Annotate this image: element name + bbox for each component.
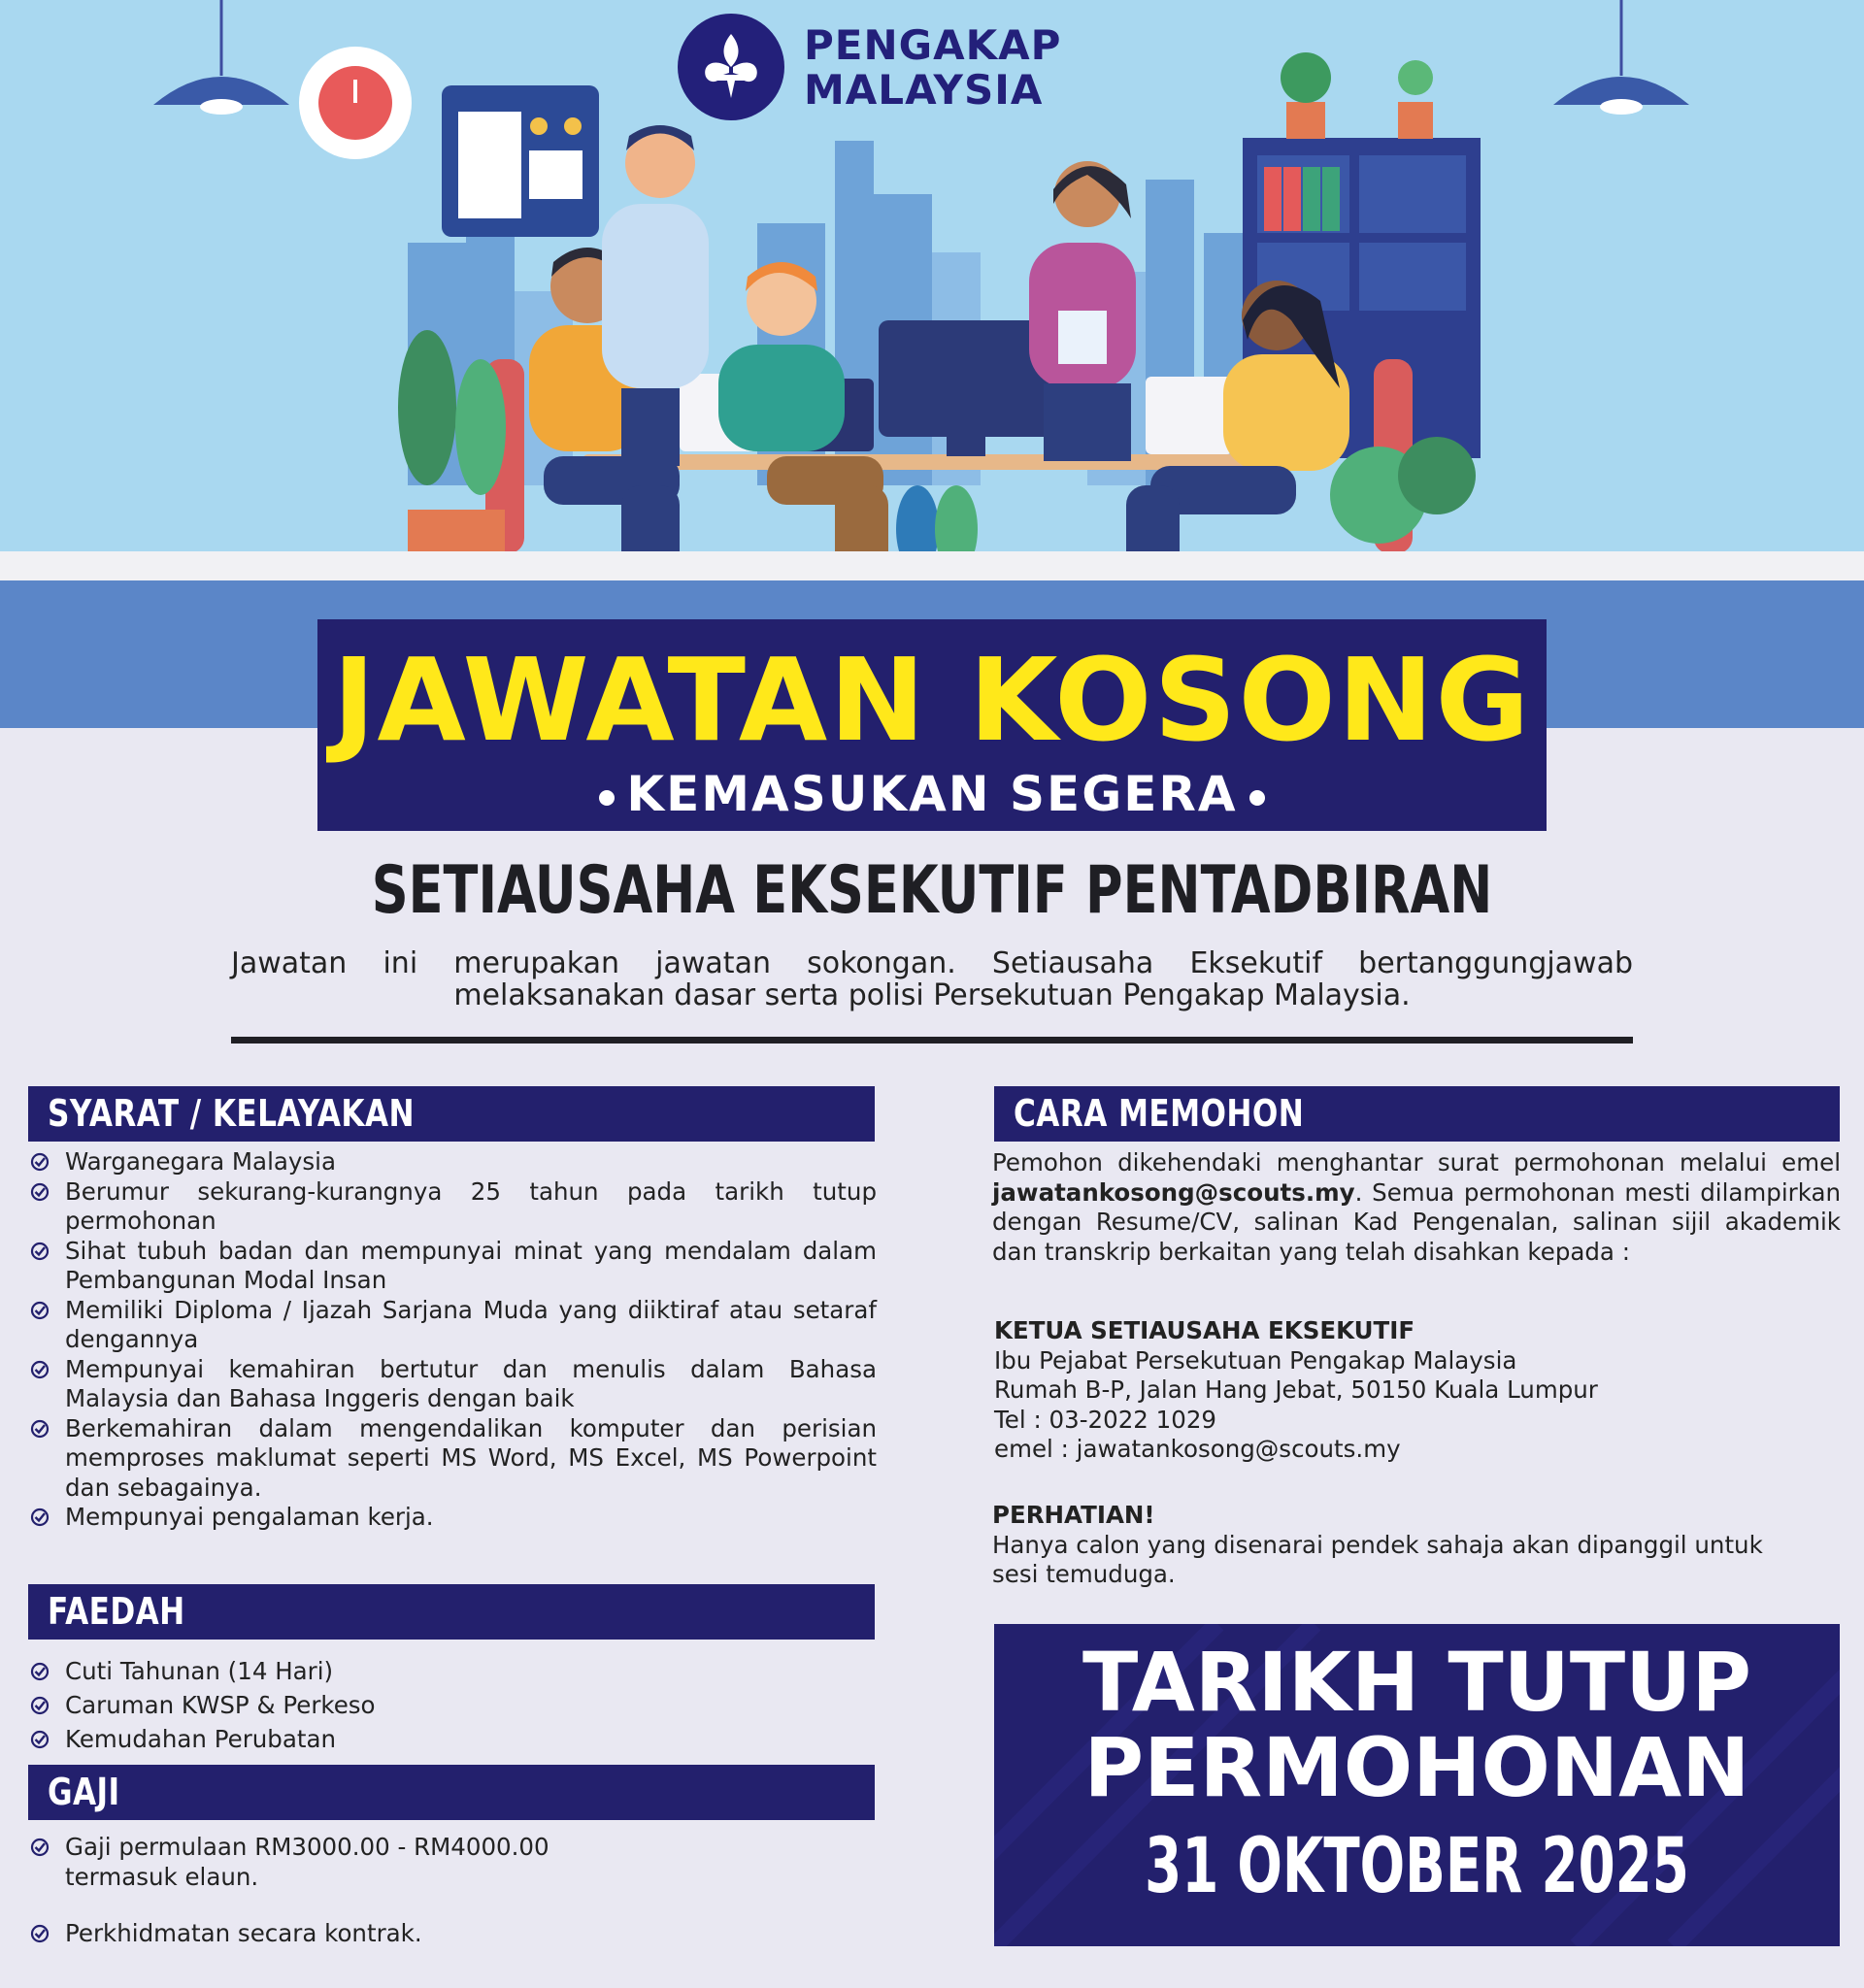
- list-item-text: Sihat tubuh badan dan mempunyai minat yang mendalam dalam Pembangunan Modal Insan: [65, 1236, 877, 1294]
- job-title: SETIAUSAHA EKSEKUTIF PENTADBIRAN: [371, 852, 1493, 929]
- apply-instructions: [992, 1148, 1841, 1267]
- apply-heading-text: CARA MEMOHON: [1014, 1092, 1305, 1135]
- list-item-text: Berumur sekurang-kurangnya 25 tahun pada tarikh tutup permohonan: [65, 1176, 877, 1235]
- apply-heading: [994, 1086, 1840, 1142]
- list-item: [28, 1833, 611, 1892]
- list-item-text: Mempunyai pengalaman kerja.: [65, 1503, 434, 1531]
- headline-subtitle-text: KEMASUKAN SEGERA: [626, 766, 1238, 822]
- notice-text: Hanya calon yang disenarai pendek sahaja akan dipanggil untuk sesi temuduga.: [992, 1530, 1763, 1588]
- bullet-dot-icon: [1249, 790, 1265, 806]
- list-item-text: Cuti Tahunan (14 Hari): [65, 1657, 334, 1685]
- fleur-de-lis-icon: [678, 14, 784, 120]
- check-circle-icon: [30, 1838, 50, 1857]
- apply-text-before: Pemohon dikehendaki menghantar surat permohonan melalui emel: [992, 1148, 1841, 1176]
- benefits-heading: [28, 1584, 875, 1640]
- brand-line-2: MALAYSIA: [804, 66, 1044, 114]
- check-circle-icon: [30, 1924, 50, 1943]
- divider: [231, 1037, 1633, 1044]
- apply-text-after: . Semua permohonan mesti dilampirkan dengan Resume/CV, salinan Kad Pengenalan, salinan sijil akademik dan transkrip berkaitan yang telah disahkan kepada :: [992, 1177, 1841, 1266]
- salary-heading-text: GAJI: [48, 1771, 120, 1813]
- brand-line-1: PENGAKAP: [804, 21, 1062, 69]
- check-circle-icon: [30, 1696, 50, 1715]
- brand-name: [804, 23, 1061, 113]
- notice-title: PERHATIAN!: [992, 1501, 1155, 1529]
- check-circle-icon: [30, 1182, 50, 1202]
- address-block: [994, 1316, 1839, 1465]
- list-item: [28, 1177, 877, 1237]
- salary-list: [28, 1833, 611, 1949]
- salary-heading: [28, 1765, 875, 1820]
- address-title: KETUA SETIAUSAHA EKSEKUTIF: [994, 1316, 1415, 1344]
- check-circle-icon: [30, 1419, 50, 1439]
- deadline-line-2: PERMOHONAN: [1083, 1720, 1750, 1815]
- list-item-text: Perkhidmatan secara kontrak.: [65, 1919, 422, 1947]
- address-email: emel : jawatankosong@scouts.my: [994, 1435, 1401, 1463]
- list-item-text: Kemudahan Perubatan: [65, 1725, 337, 1753]
- list-item: [28, 1503, 877, 1533]
- list-item: [28, 1919, 611, 1949]
- address-tel: Tel : 03-2022 1029: [994, 1405, 1217, 1434]
- deadline-date: 31 OKTOBER 2025: [1145, 1823, 1689, 1910]
- notice-block: [992, 1501, 1837, 1590]
- check-circle-icon: [30, 1242, 50, 1261]
- deadline-box: [994, 1624, 1840, 1946]
- check-circle-icon: [30, 1662, 50, 1681]
- headline-banner: [317, 619, 1547, 831]
- list-item-text: Mempunyai kemahiran bertutur dan menulis dalam Bahasa Malaysia dan Bahasa Inggeris dengan baik: [65, 1354, 877, 1412]
- list-item-text: Caruman KWSP & Perkeso: [65, 1691, 376, 1719]
- list-item: [28, 1296, 877, 1355]
- list-item-text: Warganegara Malaysia: [65, 1147, 336, 1176]
- check-circle-icon: [30, 1730, 50, 1749]
- requirements-heading-text: SYARAT / KELAYAKAN: [48, 1092, 416, 1135]
- list-item-text: Memiliki Diploma / Ijazah Sarjana Muda yang diiktiraf atau setaraf dengannya: [65, 1295, 877, 1353]
- headline-subtitle: [317, 765, 1547, 823]
- pengakap-logo: [678, 14, 1066, 120]
- list-item: [28, 1688, 877, 1722]
- list-item: [28, 1147, 877, 1177]
- list-item: [28, 1237, 877, 1296]
- check-circle-icon: [30, 1508, 50, 1527]
- intro-text: Jawatan ini merupakan jawatan sokongan. Setiausaha Eksekutif bertanggungjawab melaksanakan dasar serta polisi Persekutuan Pengakap Malaysia.: [231, 946, 1633, 1012]
- bullet-dot-icon: [599, 790, 615, 806]
- deadline-line-1: TARIKH TUTUP: [1082, 1635, 1751, 1730]
- check-circle-icon: [30, 1360, 50, 1379]
- list-item: [28, 1355, 877, 1414]
- check-circle-icon: [30, 1152, 50, 1172]
- benefits-heading-text: FAEDAH: [48, 1590, 185, 1633]
- benefits-list: [28, 1654, 877, 1756]
- list-item: [28, 1654, 877, 1688]
- apply-email-link[interactable]: jawatankosong@scouts.my: [992, 1177, 1355, 1207]
- address-line-1: Ibu Pejabat Persekutuan Pengakap Malaysia: [994, 1345, 1517, 1375]
- list-item: [28, 1414, 877, 1504]
- list-item-text: Gaji permulaan RM3000.00 - RM4000.00 termasuk elaun.: [65, 1833, 549, 1891]
- list-item: [28, 1722, 877, 1756]
- headline-title: JAWATAN KOSONG: [332, 633, 1532, 767]
- address-line-2: Rumah B-P, Jalan Hang Jebat, 50150 Kuala Lumpur: [994, 1375, 1598, 1404]
- check-circle-icon: [30, 1301, 50, 1320]
- requirements-heading: [28, 1086, 875, 1142]
- requirements-list: [28, 1147, 877, 1533]
- list-item-text: Berkemahiran dalam mengendalikan komputer dan perisian memproses maklumat seperti MS Word, MS Excel, MS Powerpoint dan sebagainya.: [65, 1413, 877, 1502]
- floor-band-light: [0, 551, 1864, 580]
